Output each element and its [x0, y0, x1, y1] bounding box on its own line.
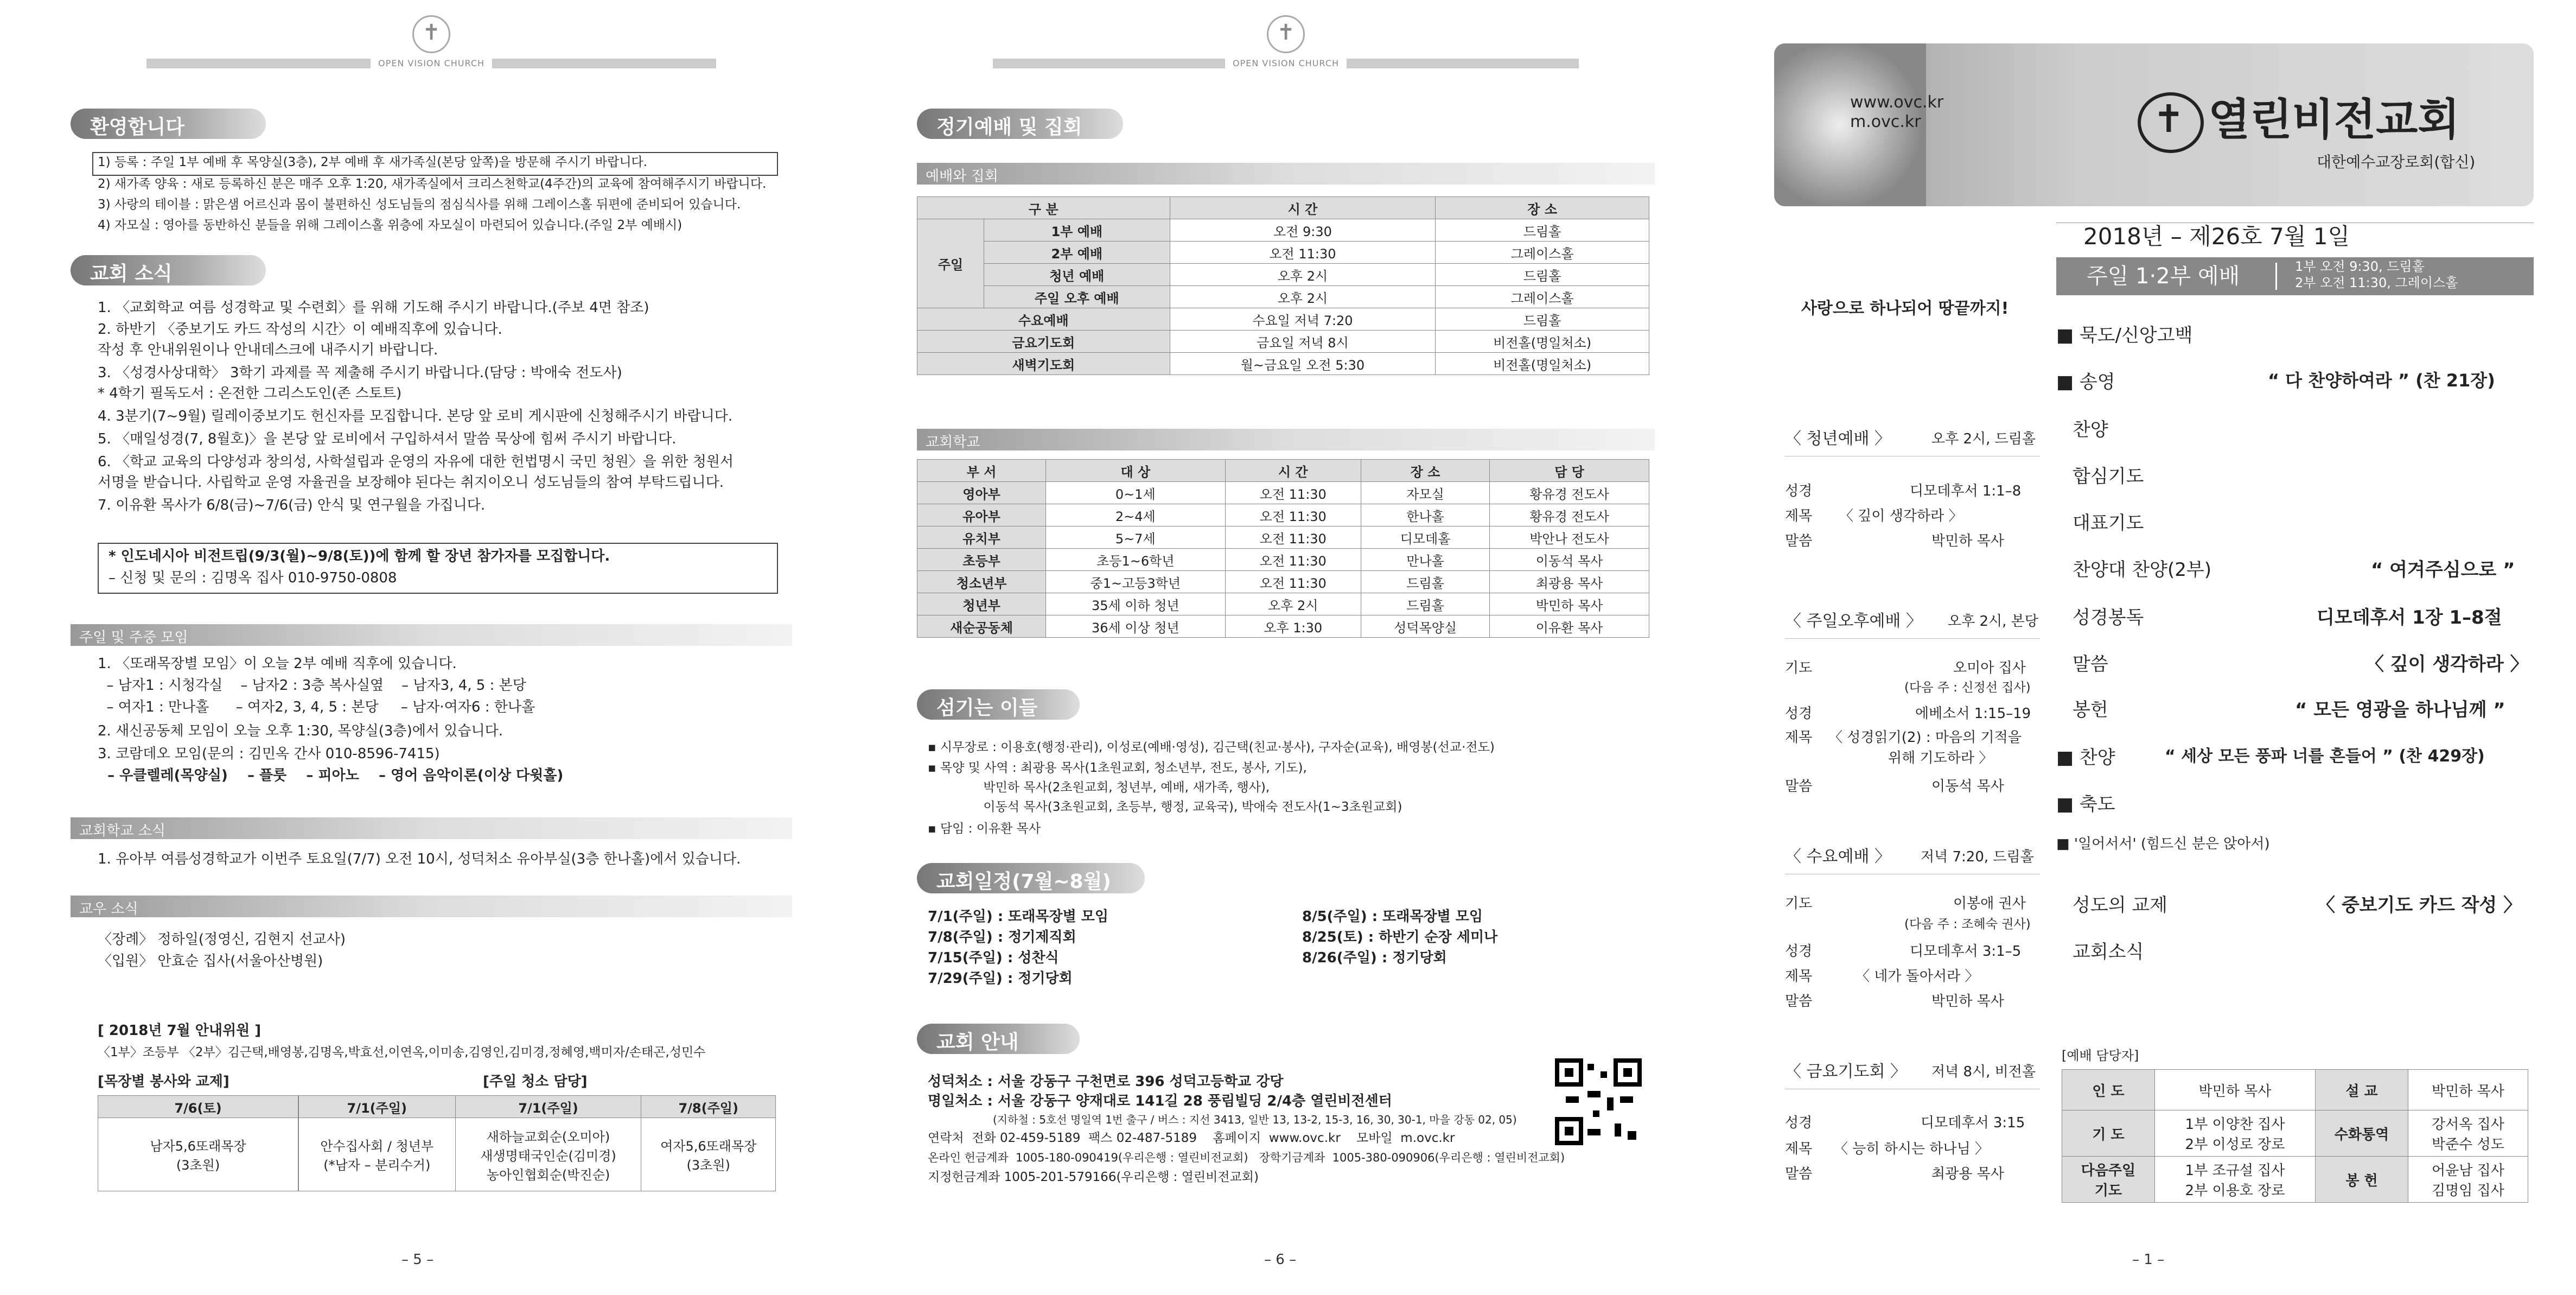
- afternoon-label-6: 말씀: [1785, 778, 1813, 795]
- worship-name: 1부 예배: [984, 219, 1170, 242]
- duty-person: 강서옥 집사 박준수 성도: [2408, 1110, 2528, 1157]
- duty-person: 어윤남 집사 김명임 집사: [2408, 1157, 2528, 1203]
- worship-name: 청년 예배: [984, 264, 1170, 286]
- wed-label-1: 기도: [1785, 896, 1813, 912]
- cell: 성덕목양실: [1361, 615, 1489, 638]
- youth-label-2: 제목: [1785, 508, 1813, 524]
- wed-value-1: 이봉애 권사: [1953, 896, 2026, 912]
- wed-value-5: 박민하 목사: [1931, 993, 2004, 1010]
- cell: 오후 1:30: [1225, 615, 1361, 638]
- welcome-1: 1) 등록 : 주일 1부 예배 후 목양실(3층), 2부 예배 후 새가족실(본당 앞쪽)을 방문해 주시기 바랍니다.: [98, 155, 648, 169]
- order-value-8: 〈 깊이 생각하라 〉: [2365, 653, 2529, 675]
- cell: 오후 2시: [1225, 593, 1361, 615]
- cell: 황유경 전도사: [1490, 504, 1649, 526]
- fri-label-1: 성경: [1785, 1115, 1813, 1131]
- worship-place: 드림홀: [1436, 264, 1649, 286]
- meet-4: 2. 새신공동체 모임이 오늘 오후 1:30, 목양실(3층)에서 있습니다.: [98, 723, 503, 739]
- church-logo-icon: ✝: [2138, 92, 2204, 153]
- order-item-12: ■ '일어서서' (힘드신 분은 앉아서): [2056, 836, 2270, 852]
- sched-left-3: 7/15(주일) : 성찬식: [928, 950, 1059, 966]
- notice-2: – 신청 및 문의 : 김명옥 집사 010-9750-0808: [109, 570, 397, 586]
- order-value-2: “ 다 찬양하여라 ” (찬 21장): [2268, 370, 2495, 391]
- info-4: 연락처 전화 02-459-5189 팩스 02-487-5189 홈페이지 www.ovc.kr 모바일 m.ovc.kr: [928, 1131, 1455, 1145]
- cell: 35세 이하 청년: [1046, 593, 1225, 615]
- clean-body-3: 여자5,6또래목장 (3초원): [641, 1118, 776, 1191]
- cell: 오전 11:30: [1225, 549, 1361, 571]
- clean-body-2: 새하늘교회순(오미아) 새생명태국인순(김미경) 농아인협회순(박진순): [455, 1118, 641, 1191]
- duty-table: [2062, 1069, 2528, 1203]
- divider: [2275, 263, 2277, 290]
- qr-code-icon[interactable]: [1555, 1058, 1642, 1145]
- afternoon-value-3: 에베소서 1:15–19: [1915, 706, 2031, 722]
- wed-title: 〈 수요예배 〉: [1785, 847, 1891, 866]
- staff-title: 교우 소식: [71, 896, 792, 917]
- service-label: 주일 1·2부 예배: [2087, 264, 2240, 289]
- duty-role: 설 교: [2316, 1070, 2408, 1110]
- cell: 자모실: [1361, 482, 1489, 504]
- meet-3: – 여자1 : 만나홀 – 여자2, 3, 4, 5 : 본당 – 남자·여자6 : 한나홀: [98, 699, 535, 715]
- schedule-title: 교회일정(7월~8월): [917, 863, 1145, 893]
- shepherd-table: [98, 1095, 298, 1191]
- afternoon-value-4: 〈 성경읽기(2) : 마음의 기적을: [1828, 729, 2022, 746]
- dept: 영아부: [917, 482, 1046, 504]
- dept: 초등부: [917, 549, 1046, 571]
- wed-time: 저녁 7:20, 드림홀: [1921, 849, 2034, 865]
- welcome-3: 3) 사랑의 테이블 : 맑은샘 어르신과 몸이 불편하신 성도님들의 점심식사를 위해 그레이스홀 뒤편에 준비되어 있습니다.: [98, 198, 741, 212]
- cell: 만나홀: [1361, 549, 1489, 571]
- duty-role: 봉 헌: [2316, 1157, 2408, 1203]
- worship-title: 정기예배 및 집회: [917, 109, 1123, 139]
- youth-label-1: 성경: [1785, 483, 1813, 499]
- brand-text: OPEN VISION CHURCH: [1225, 58, 1347, 68]
- school-head: 대 상: [1046, 460, 1225, 482]
- youth-value-2: 〈 깊이 생각하라 〉: [1839, 508, 1963, 524]
- fri-value-2: 〈 능히 하시는 하나님 〉: [1834, 1141, 1989, 1157]
- youth-value-1: 디모데후서 1:1–8: [1910, 483, 2022, 499]
- page-number: – 5 –: [401, 1252, 434, 1268]
- school-head: 장 소: [1361, 460, 1489, 482]
- sched-left-2: 7/8(주일) : 정기제직회: [928, 929, 1076, 945]
- worship-place: 그레이스홀: [1436, 242, 1649, 264]
- cell: 0~1세: [1046, 482, 1225, 504]
- afternoon-label-1: 기도: [1785, 660, 1813, 676]
- cell: 한나홀: [1361, 504, 1489, 526]
- dept: 청소년부: [917, 571, 1046, 593]
- meet-title: 주일 및 주중 모임: [71, 624, 792, 646]
- worship-place: 그레이스홀: [1436, 286, 1649, 308]
- school-1: 1. 유아부 여름성경학교가 이번주 토요일(7/7) 오전 10시, 성덕처소 유아부실(3층 한나홀)에서 있습니다.: [98, 851, 741, 867]
- cell: 중1~고등3학년: [1046, 571, 1225, 593]
- school-head: 시 간: [1225, 460, 1361, 482]
- afternoon-value-5: 위해 기도하라 〉: [1888, 750, 1993, 766]
- info-title: 교회 안내: [917, 1024, 1080, 1054]
- duty-person: 박민하 목사: [2154, 1070, 2315, 1110]
- guide-list: 〈1부〉조등부 〈2부〉김근택,배영봉,김명옥,박효선,이연옥,이미송,김영인,김미경,정혜영,백미자/손태곤,성민수: [98, 1045, 706, 1059]
- worship-head-3: 장 소: [1436, 197, 1649, 219]
- worship-time: 오전 9:30: [1170, 219, 1436, 242]
- cell: 2~4세: [1046, 504, 1225, 526]
- divider: [1785, 638, 2040, 639]
- servers-5: ▪ 담임 : 이유환 목사: [928, 822, 1041, 836]
- clean-head-2: 7/1(주일): [455, 1096, 641, 1118]
- news-2: 2. 하반기 〈중보기도 카드 작성의 시간〉이 예배직후에 있습니다.: [98, 321, 502, 338]
- page-header: [146, 15, 716, 80]
- order-item-13: 성도의 교제: [2073, 894, 2168, 916]
- worship-name: 수요예배: [917, 308, 1170, 331]
- order-item-8: 말씀: [2073, 653, 2108, 675]
- news-3: 3. 〈성경사상대학〉 3학기 과제를 꼭 제출해 주시기 바랍니다.(담당 : 박애숙 전도사): [98, 365, 622, 381]
- worship-time: 오후 2시: [1170, 264, 1436, 286]
- order-item-3: 찬양: [2073, 419, 2108, 441]
- news-3b: * 4학기 필독도서 : 온전한 그리스도인(존 스토트): [98, 385, 402, 402]
- worship-time: 오후 2시: [1170, 286, 1436, 308]
- info-6: 지정헌금계좌 1005-201-579166(우리은행 : 열린비전교회): [928, 1170, 1259, 1184]
- afternoon-time: 오후 2시, 본당: [1948, 613, 2038, 630]
- school-sub: 교회학교: [917, 429, 1655, 450]
- url-2[interactable]: m.ovc.kr: [1850, 112, 1921, 131]
- page-header: [993, 15, 1579, 80]
- cell: 박안나 전도사: [1490, 526, 1649, 549]
- page-1: [1774, 0, 2534, 1295]
- service-time-2: 2부 오전 11:30, 그레이스홀: [2295, 275, 2458, 290]
- worship-cat-sunday: 주일: [917, 219, 984, 308]
- order-item-11: ■ 축도: [2056, 793, 2115, 815]
- duty-role: 수화통역: [2316, 1110, 2408, 1157]
- meet-2: – 남자1 : 시청각실 – 남자2 : 3층 복사실옆 – 남자3, 4, 5 : 본당: [98, 677, 526, 694]
- dept: 청년부: [917, 593, 1046, 615]
- order-item-6: 찬양대 찬양(2부): [2073, 559, 2212, 581]
- news-7: 7. 이유환 목사가 6/8(금)~7/6(금) 안식 및 연구월을 가집니다.: [98, 497, 486, 513]
- school-table: [917, 459, 1649, 638]
- order-item-2: ■ 송영: [2056, 371, 2115, 393]
- page-number: – 1 –: [2132, 1252, 2165, 1268]
- worship-name: 주일 오후 예배: [984, 286, 1170, 308]
- service-time-1: 1부 오전 9:30, 드림홀: [2295, 259, 2425, 274]
- clean-table: [298, 1095, 776, 1191]
- order-value-13: 〈 중보기도 카드 작성 〉: [2317, 894, 2522, 916]
- church-name: 열린비전교회: [2208, 94, 2460, 145]
- fri-label-3: 말씀: [1785, 1166, 1813, 1182]
- order-item-9: 봉헌: [2073, 699, 2108, 721]
- news-4: 4. 3분기(7~9월) 릴레이중보기도 헌신자를 모집합니다. 본당 앞 로비 게시판에 신청해주시기 바랍니다.: [98, 408, 733, 424]
- order-item-10: ■ 찬양: [2056, 747, 2115, 769]
- clean-body-1: 안수집사회 / 청년부 (*남자 – 분리수거): [299, 1118, 456, 1191]
- school-head: 담 당: [1490, 460, 1649, 482]
- worship-name: 새벽기도회: [917, 353, 1170, 375]
- school-title: 교회학교 소식: [71, 817, 792, 839]
- sched-right-1: 8/5(주일) : 또래목장별 모임: [1302, 909, 1483, 925]
- sched-right-2: 8/25(토) : 하반기 순장 세미나: [1302, 929, 1498, 945]
- cell: 5~7세: [1046, 526, 1225, 549]
- worship-time: 월~금요일 오전 5:30: [1170, 353, 1436, 375]
- servers-2: ▪ 목양 및 사역 : 최광용 목사(1초원교회, 청소년부, 전도, 봉사, 기도),: [928, 761, 1307, 775]
- church-logo-icon: [412, 15, 450, 53]
- meet-1: 1. 〈또래목장별 모임〉이 오늘 2부 예배 직후에 있습니다.: [98, 656, 457, 672]
- worship-time: 금요일 저녁 8시: [1170, 331, 1436, 353]
- worship-time: 오전 11:30: [1170, 242, 1436, 264]
- news-title: 교회 소식: [71, 255, 266, 285]
- afternoon-title: 〈 주일오후예배 〉: [1785, 612, 1922, 631]
- welcome-4: 4) 자모실 : 영아를 동반하신 분들을 위해 그레이스홀 위층에 자모실이 마련되어 있습니다.(주일 2부 예배시): [98, 218, 683, 232]
- cell: 초등1~6학년: [1046, 549, 1225, 571]
- worship-place: 드림홀: [1436, 219, 1649, 242]
- school-head: 부 서: [917, 460, 1046, 482]
- page-number: – 6 –: [1264, 1252, 1297, 1268]
- staff-1: 〈장례〉 정하일(정영신, 김현지 선교사): [98, 931, 346, 948]
- dept: 새순공동체: [917, 615, 1046, 638]
- afternoon-value-2: (다음 주 : 신정선 집사): [1904, 681, 2031, 695]
- order-value-10: “ 세상 모든 풍파 너를 흔들어 ” (찬 429장): [2165, 747, 2485, 766]
- order-value-7: 디모데후서 1장 1–8절: [2317, 607, 2502, 629]
- shepherd-body: 남자5,6또래목장 (3초원): [98, 1118, 298, 1191]
- duty-person: 1부 이양찬 집사 2부 이성로 장로: [2154, 1110, 2315, 1157]
- servers-3: 박민하 목사(2초원교회, 청년부, 예배, 새가족, 행사),: [928, 780, 1270, 795]
- servers-title: 섬기는 이들: [917, 689, 1080, 720]
- cell: 박민하 목사: [1490, 593, 1649, 615]
- wed-label-3: 성경: [1785, 943, 1813, 960]
- order-item-1: ■ 묵도/신앙고백: [2056, 325, 2193, 346]
- duty-title: [예배 담당자]: [2062, 1048, 2139, 1063]
- worship-name: 2부 예배: [984, 242, 1170, 264]
- news-2b: 작성 후 안내위원이나 안내데스크에 내주시기 바랍니다.: [98, 342, 438, 358]
- welcome-title: 환영합니다: [71, 109, 266, 139]
- youth-label-3: 말씀: [1785, 533, 1813, 549]
- cell: 오전 11:30: [1225, 526, 1361, 549]
- afternoon-value-1: 오미아 집사: [1953, 660, 2026, 676]
- order-item-5: 대표기도: [2073, 512, 2144, 534]
- dept: 유치부: [917, 526, 1046, 549]
- issue-date: 2018년 – 제26호 7월 1일: [2083, 223, 2350, 250]
- wed-label-4: 제목: [1785, 968, 1813, 985]
- clean-head-1: 7/1(주일): [299, 1096, 456, 1118]
- info-1: 성덕처소 : 서울 강동구 구천면로 396 성덕고등학교 강당: [928, 1074, 1284, 1090]
- worship-sub: 예배와 집회: [917, 163, 1655, 185]
- duty-person: 1부 조규설 집사 2부 이용호 장로: [2154, 1157, 2315, 1203]
- sched-left-4: 7/29(주일) : 정기당회: [928, 970, 1073, 987]
- cell: 최광용 목사: [1490, 571, 1649, 593]
- order-value-9: “ 모든 영광을 하나님께 ”: [2295, 699, 2505, 721]
- duty-person: 박민하 목사: [2408, 1070, 2528, 1110]
- welcome-2: 2) 새가족 양육 : 새로 등록하신 분은 매주 오후 1:20, 새가족실에서 크리스천학교(4주간)의 교육에 참여해주시기 바랍니다.: [98, 177, 767, 191]
- shepherd-head: 7/6(토): [98, 1096, 298, 1118]
- url-1[interactable]: www.ovc.kr: [1850, 93, 1944, 112]
- worship-table: [917, 196, 1649, 375]
- brand-text: OPEN VISION CHURCH: [371, 58, 492, 68]
- sched-right-3: 8/26(주일) : 정기당회: [1302, 950, 1447, 966]
- youth-title: 〈 청년예배 〉: [1785, 429, 1891, 448]
- afternoon-label-3: 성경: [1785, 706, 1813, 722]
- slogan: 사랑으로 하나되어 땅끝까지!: [1801, 299, 2009, 318]
- cell: 드림홀: [1361, 593, 1489, 615]
- notice-1: * 인도네시아 비전트립(9/3(월)~9/8(토))에 함께 할 장년 참가자를 모집합니다.: [109, 548, 610, 564]
- cell: 오전 11:30: [1225, 571, 1361, 593]
- church-logo-icon: [1267, 15, 1305, 53]
- cell: 드림홀: [1361, 571, 1489, 593]
- afternoon-label-4: 제목: [1785, 729, 1813, 746]
- cell: 오전 11:30: [1225, 504, 1361, 526]
- order-item-7: 성경봉독: [2073, 607, 2144, 629]
- denomination: 대한예수교장로회(합신): [2317, 153, 2476, 171]
- worship-name: 금요기도회: [917, 331, 1170, 353]
- news-5: 5. 〈매일성경(7, 8월호)〉을 본당 앞 로비에서 구입하셔서 말씀 묵상에 힘써 주시기 바랍니다.: [98, 431, 677, 447]
- order-item-14: 교회소식: [2073, 941, 2144, 963]
- order-item-4: 합심기도: [2073, 466, 2144, 487]
- guide-title: [ 2018년 7월 안내위원 ]: [98, 1023, 262, 1039]
- servers-4: 이동석 목사(3초원교회, 초등부, 행정, 교육국), 박애숙 전도사(1~3초원교회): [928, 800, 1402, 814]
- page-6: [917, 0, 1655, 1295]
- worship-place: 드림홀: [1436, 308, 1649, 331]
- dept: 유아부: [917, 504, 1046, 526]
- meet-6: – 우클렐레(목양실) – 플룻 – 피아노 – 영어 음악이론(이상 다윗홀): [98, 767, 564, 784]
- wed-value-2: (다음 주 : 조혜숙 권사): [1904, 917, 2031, 931]
- wed-value-4: 〈 네가 돌아서라 〉: [1856, 968, 1979, 985]
- cell: 오전 11:30: [1225, 482, 1361, 504]
- youth-value-3: 박민하 목사: [1931, 533, 2004, 549]
- info-3: (지하철 : 5호선 명일역 1번 출구 / 버스 : 지선 3413, 일반 13, 13-2, 15-3, 16, 30, 30-1, 마을 강동 02, 05): [993, 1113, 1517, 1126]
- service-banner: [2056, 257, 2534, 295]
- worship-head-1: 구 분: [917, 197, 1170, 219]
- page-5: [71, 0, 792, 1295]
- meet-5: 3. 코람데오 모임(문의 : 김민옥 간사 010-8596-7415): [98, 746, 440, 762]
- fri-title: 〈 금요기도회 〉: [1785, 1062, 1907, 1081]
- info-2: 명일처소 : 서울 강동구 양재대로 141길 28 풍림빌딩 2/4층 열린비전센터: [928, 1093, 1392, 1109]
- afternoon-value-6: 이동석 목사: [1931, 778, 2004, 795]
- fri-value-3: 최광용 목사: [1931, 1166, 2004, 1182]
- sched-left-1: 7/1(주일) : 또래목장별 모임: [928, 909, 1109, 925]
- worship-time: 수요일 저녁 7:20: [1170, 308, 1436, 331]
- cover-banner: [1774, 43, 2534, 206]
- wed-value-3: 디모데후서 3:1–5: [1910, 943, 2022, 960]
- news-1: 1. 〈교회학교 여름 성경학교 및 수련회〉를 위해 기도해 주시기 바랍니다.(주보 4면 참조): [98, 300, 649, 316]
- duty-role: 다음주일 기도: [2062, 1157, 2155, 1203]
- cell: 36세 이상 청년: [1046, 615, 1225, 638]
- fri-label-2: 제목: [1785, 1141, 1813, 1157]
- servers-1: ▪ 시무장로 : 이용호(행정·관리), 이성로(예배·영성), 김근택(친교·봉사), 구자순(교육), 배영봉(선교·전도): [928, 740, 1495, 754]
- news-6: 6. 〈학교 교육의 다양성과 창의성, 사학설립과 운영의 자유에 대한 헌법명시 국민 청원〉을 위한 청원서: [98, 454, 734, 470]
- worship-place: 비전홀(명일처소): [1436, 331, 1649, 353]
- cell: 디모데홀: [1361, 526, 1489, 549]
- duty-role: 인 도: [2062, 1070, 2155, 1110]
- info-5: 온라인 헌금계좌 1005-180-090419(우리은행 : 열린비전교회) 장학기금계좌 1005-380-090906(우리은행 : 열린비전교회): [928, 1151, 1565, 1164]
- wed-label-5: 말씀: [1785, 993, 1813, 1010]
- cell: 황유경 전도사: [1490, 482, 1649, 504]
- staff-2: 〈입원〉 안효순 집사(서울아산병원): [98, 953, 323, 969]
- fri-value-1: 디모데후서 3:15: [1921, 1115, 2025, 1131]
- duty-role: 기 도: [2062, 1110, 2155, 1157]
- cell: 이유환 목사: [1490, 615, 1649, 638]
- clean-head-3: 7/8(주일): [641, 1096, 776, 1118]
- cell: 이동석 목사: [1490, 549, 1649, 571]
- worship-head-2: 시 간: [1170, 197, 1436, 219]
- news-6b: 서명을 받습니다. 사립학교 운영 자율권을 보장해야 된다는 취지이오니 성도님들의 참여 부탁드립니다.: [98, 474, 724, 491]
- order-value-6: “ 여겨주심으로 ”: [2371, 559, 2515, 581]
- clean-title: [주일 청소 담당]: [483, 1074, 588, 1090]
- youth-time: 오후 2시, 드림홀: [1931, 431, 2036, 447]
- worship-place: 비전홀(명일처소): [1436, 353, 1649, 375]
- fri-time: 저녁 8시, 비전홀: [1931, 1064, 2036, 1080]
- shepherd-title: [목장별 봉사와 교제]: [98, 1074, 229, 1090]
